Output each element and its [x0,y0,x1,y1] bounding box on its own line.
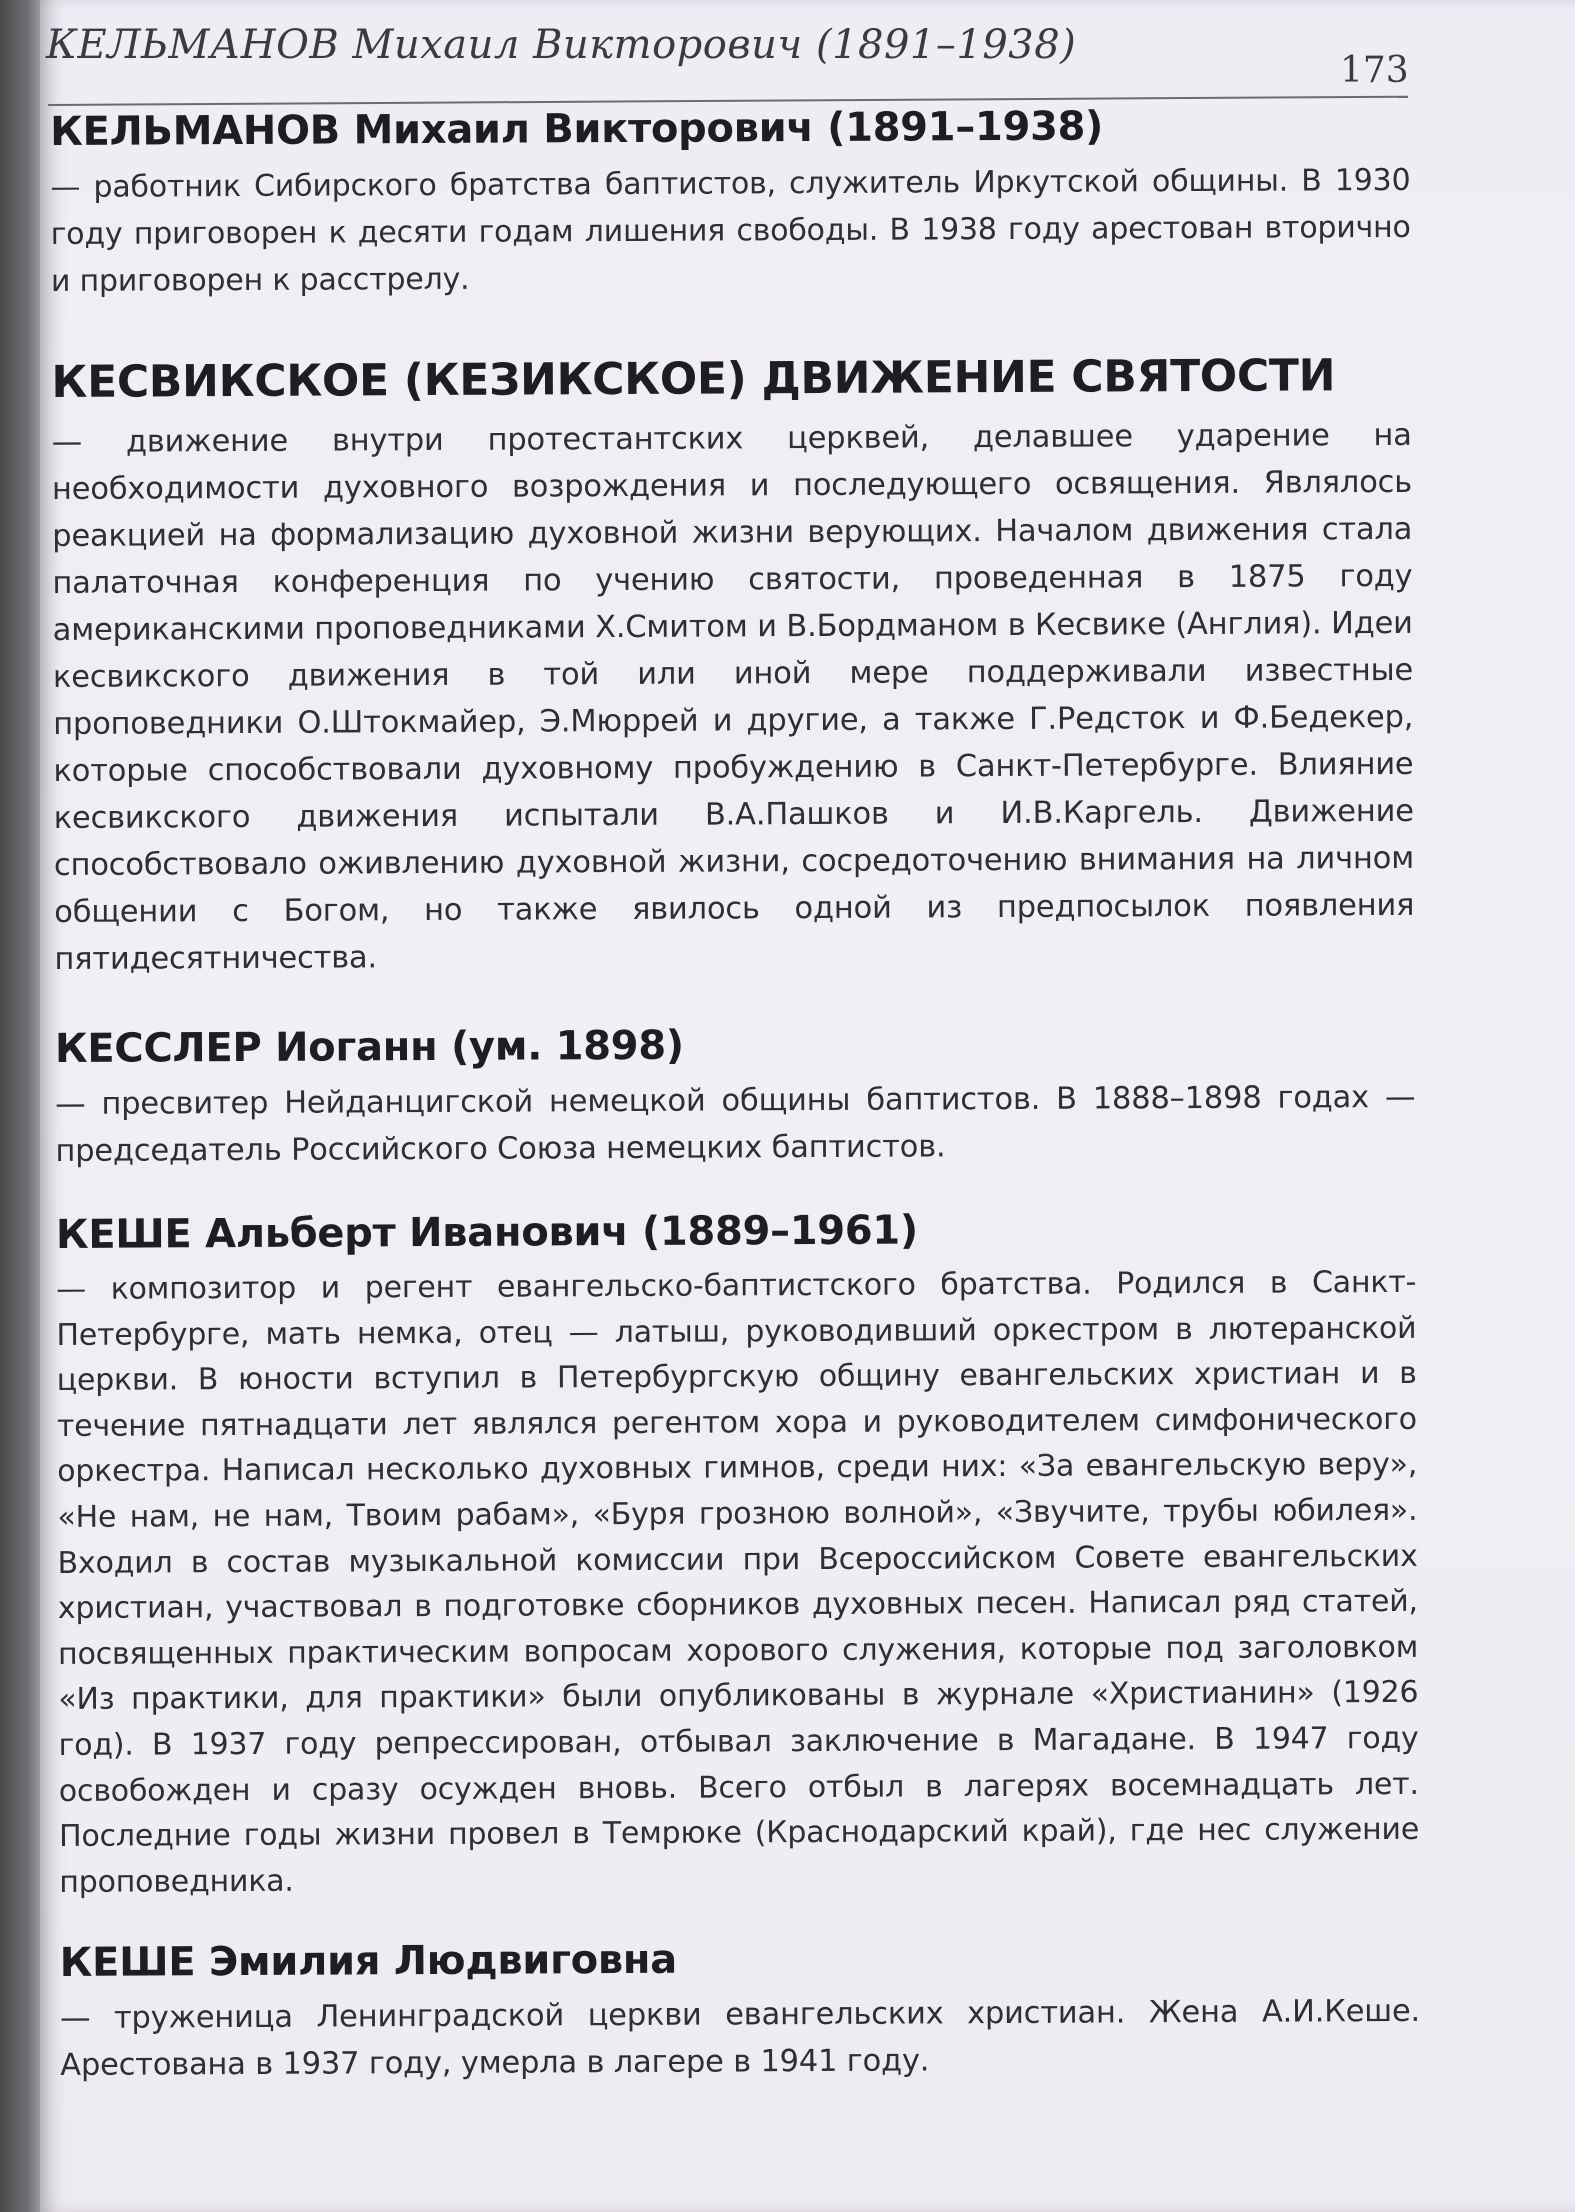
entry-kelmanov [50,99,1411,305]
entry-title: КЕССЛЕР Иоганн (ум. 1898) [54,1022,684,1072]
book-spine-shadow [0,0,40,2212]
entry-body: — работник Сибирского братства баптистов, служитель Иркутской общины. В 1930 году приговорен к десяти годам лишения свободы. В 1938 году арестован вторично и приговорен к расстрелу. [50,162,1411,299]
entry-body: — движение внутри протестантских церквей, делавшее ударение на необходимости духовного возрождения и последующего освящения. Являлось реакцией на формализацию духовной жизни верующих. Началом движения стала палаточная конференция по учению святости, проведенная в 1875 году американскими проповедниками Х.Смитом и В.Бордманом в Кесвике (Англия). Идеи кесвикского движения в той или иной мере поддерживали известные проповедники О.Штокмайер, Э.Мюррей и другие, а также Г.Редсток и Ф.Бедекер, которые способствовали духовному пробуждению в Санкт-Петербурге. Влияние кесвикского движения испытали В.А.Пашков и И.В.Каргель. Движение способствовало оживлению духовной жизни, сосредоточению внимания на личном общении с Богом, но также явилось одной из предпосылок появления пятидесятничества. [51,417,1415,977]
entry-keshe-albert [56,1202,1420,1905]
entry-title: КЕЛЬМАНОВ Михаил Викторович (1891–1938) [50,103,1104,155]
page-number: 173 [1340,50,1409,91]
entry-title: КЕСВИКСКОЕ (КЕЗИКСКОЕ) ДВИЖЕНИЕ СВЯТОСТИ [51,350,1336,408]
entry-title: КЕШЕ Эмилия Людвиговна [59,1937,678,1987]
entry-body: — композитор и регент евангельско-баптистского братства. Родился в Санкт-Петербурге, мать немка, отец — латыш, руководивший оркестром в лютеранской церкви. В юности вступил в Петербургскую общину евангельских христиан и в течение пятнадцати лет являлся регентом хора и руководителем симфонического оркестра. Написал несколько духовных гимнов, среди них: «За евангельскую веру», «Не нам, не нам, Твоим рабам», «Буря грозною волной», «Звучите, трубы юбилея». Входил в состав музыкальной комиссии при Всероссийском Совете евангельских христиан, участвовал в подготовке сборников духовных песен. Написал ряд статей, посвященных практическим вопросам хорового служения, которые под заголовком «Из практики, для практики» были опубликованы в журнале «Христианин» (1926 год). В 1937 году репрессирован, отбывал заключение в Магадане. В 1947 году освобожден и сразу осужден вновь. Всего отбыл в лагерях восемнадцать лет. Последние годы жизни провел в Темрюке (Краснодарский край), где нес служение проповедника. [56,1264,1420,1900]
entry-body: — труженица Ленинградской церкви евангельских христиан. Жена А.И.Кеше. Арестована в 1937 году, умерла в лагере в 1941 году. [59,1994,1421,2084]
entry-keshe-emilia [60,1930,1421,2089]
book-page [40,0,1575,2212]
entry-kessler [55,1016,1416,1175]
running-head: КЕЛЬМАНОВ Михаил Викторович (1891–1938) [46,22,1077,68]
entry-keswick-movement [51,346,1414,983]
entry-body: — пресвитер Нейданцигской немецкой общины баптистов. В 1888–1898 годах — председатель Российского Союза немецких баптистов. [55,1079,1416,1169]
entry-title: КЕШЕ Альберт Иванович (1889–1961) [55,1207,919,1258]
dictionary-content [50,99,1420,2089]
